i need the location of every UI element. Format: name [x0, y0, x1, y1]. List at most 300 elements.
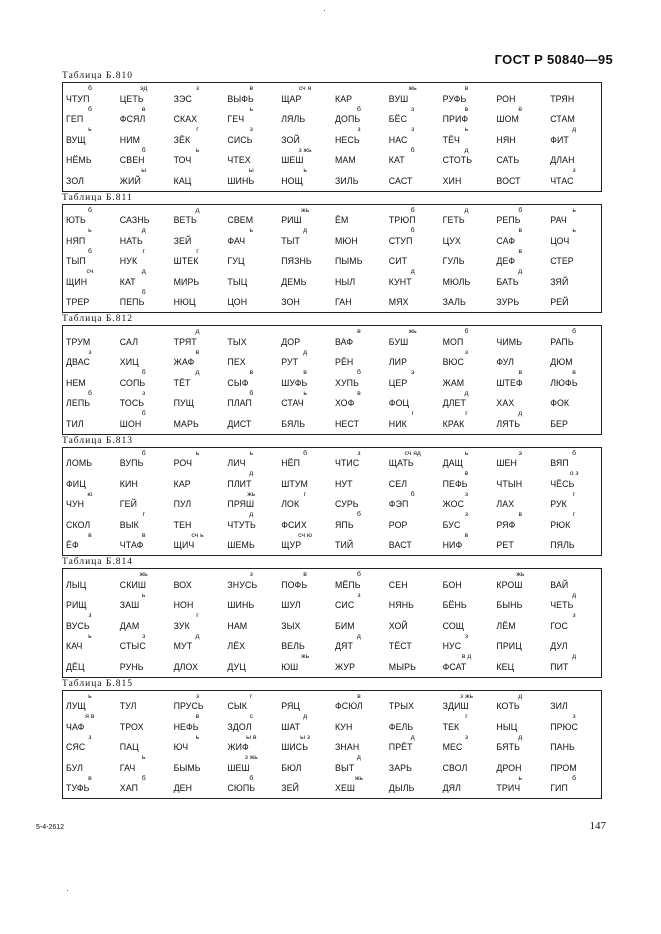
test-word: МУТ — [173, 641, 193, 652]
test-word: СКАХ — [173, 114, 198, 125]
test-word: НЕСЬ — [334, 134, 360, 145]
table-cell — [224, 754, 278, 775]
test-word: РУТ — [281, 357, 299, 368]
sound-mark: ь — [464, 126, 469, 133]
table-cell — [547, 248, 601, 269]
table-row — [63, 653, 601, 674]
table-cell — [332, 248, 386, 269]
test-word: ХОФ — [334, 398, 355, 409]
test-word: ЗУК — [173, 620, 190, 631]
test-word: НЫЦ — [496, 721, 518, 732]
sound-mark: жь — [516, 571, 525, 578]
test-word: ЛОМЬ — [66, 458, 93, 469]
sound-mark: д — [410, 268, 415, 275]
test-word: МИРЬ — [173, 276, 200, 287]
table-cell — [332, 289, 386, 310]
sound-mark: в — [518, 369, 523, 376]
sound-mark: ы — [248, 167, 254, 174]
test-word: ТЁЧ — [442, 134, 461, 145]
test-word: ТЫП — [66, 256, 86, 267]
test-word: КАР — [334, 93, 353, 104]
sound-mark: ь — [195, 733, 200, 741]
sound-mark: в — [249, 369, 254, 376]
table-cell — [547, 612, 601, 633]
table-cell — [547, 106, 601, 127]
test-word: ТЕН — [173, 519, 192, 530]
test-word: ЗОН — [281, 297, 300, 308]
sound-mark: д — [464, 206, 469, 214]
table-cell — [493, 450, 547, 471]
sound-mark: ь — [88, 227, 92, 234]
test-word: ШТУМ — [281, 478, 308, 489]
test-word: ДВАС — [66, 357, 90, 368]
page-number: 147 — [589, 820, 606, 832]
sound-mark: д — [249, 511, 254, 518]
table-cell — [440, 592, 494, 613]
sound-mark: б — [356, 369, 361, 376]
table-row — [63, 571, 601, 592]
test-word: ЧТЕХ — [227, 155, 251, 166]
test-word: КОТЬ — [496, 701, 520, 712]
test-word: ДЕМЬ — [281, 276, 307, 287]
table-cell — [224, 248, 278, 269]
test-word: ФСЯЛ — [119, 114, 146, 125]
test-word: КРОШ — [496, 579, 523, 590]
test-word: СОЩ — [442, 620, 465, 631]
sound-mark: жь — [408, 85, 417, 92]
test-word: ЧУН — [66, 499, 85, 510]
table-cell — [63, 571, 117, 592]
sound-mark: д — [195, 328, 200, 335]
table-cell — [224, 207, 278, 228]
table-row — [63, 349, 601, 370]
test-word: НУТ — [334, 478, 353, 489]
sound-mark: д — [518, 410, 523, 417]
sound-mark: в — [518, 247, 523, 255]
test-word: ФСЮЛ — [334, 701, 363, 712]
table-row — [63, 633, 601, 654]
test-word: ПАЦ — [119, 742, 139, 753]
sound-mark: д — [356, 754, 361, 761]
sound-mark: б — [141, 774, 146, 782]
table-cell — [332, 633, 386, 654]
table-cell — [547, 754, 601, 775]
table-cell — [493, 390, 547, 411]
table-cell — [386, 167, 440, 188]
test-word: МАМ — [334, 155, 356, 166]
table-cell — [117, 106, 171, 127]
sound-mark: э — [410, 369, 415, 376]
test-word: ГЕЧ — [227, 114, 245, 125]
test-word: ГИП — [550, 783, 568, 794]
table-cell — [547, 633, 601, 654]
sound-mark: ь — [249, 105, 254, 113]
table-cell — [332, 349, 386, 370]
table-cell — [440, 167, 494, 188]
test-word: ЗАШ — [119, 600, 140, 611]
table-cell — [278, 167, 332, 188]
sound-mark: ь — [303, 389, 307, 397]
test-word: ГУЛЬ — [442, 256, 465, 267]
test-word: ЛУЩ — [66, 701, 86, 712]
table-cell — [386, 450, 440, 471]
test-word: ЖОС — [442, 499, 465, 510]
table-cell — [117, 227, 171, 248]
test-word: СЯС — [66, 742, 86, 753]
test-word: ТЕК — [442, 721, 460, 732]
sound-mark: г — [250, 692, 253, 700]
table-cell — [440, 713, 494, 734]
test-word: ВЮС — [442, 357, 464, 368]
test-word: СТАМ — [550, 114, 575, 125]
table-cell — [332, 147, 386, 168]
table-cell — [171, 369, 225, 390]
table-cell — [547, 227, 601, 248]
table-cell — [171, 633, 225, 654]
table-cell — [547, 491, 601, 512]
table-row — [63, 268, 601, 289]
table-cell — [224, 470, 278, 491]
table-cell — [63, 693, 117, 714]
sound-mark: б — [356, 511, 361, 518]
test-word: МЮН — [334, 235, 358, 246]
test-word: ПРУСЬ — [173, 701, 204, 712]
table-cell — [117, 349, 171, 370]
table-cell — [386, 511, 440, 532]
test-word: ВЫК — [119, 519, 139, 530]
sound-mark: ь — [572, 227, 576, 234]
sound-mark: з — [357, 126, 361, 133]
sound-mark: з — [464, 348, 469, 356]
test-word: ФИЦ — [66, 478, 86, 489]
table-cell — [493, 147, 547, 168]
test-word: ЩИЧ — [173, 540, 195, 551]
table-cell — [224, 450, 278, 471]
table-cell — [224, 612, 278, 633]
table-cell — [332, 106, 386, 127]
table-cell — [547, 775, 601, 796]
test-word: ЧТЫН — [496, 478, 523, 489]
sound-mark: б — [464, 328, 469, 335]
test-word: НЕМ — [66, 377, 86, 388]
sound-mark: ы з — [300, 733, 311, 741]
sound-mark: г — [572, 490, 576, 498]
sound-mark: жь — [301, 206, 310, 214]
table-cell — [440, 268, 494, 289]
table-cell — [547, 147, 601, 168]
test-word: БУС — [442, 519, 461, 530]
test-word: СВЕН — [119, 155, 145, 166]
sound-mark: в — [195, 348, 200, 356]
test-word: ШУФЬ — [281, 377, 308, 388]
test-word: ТРУМ — [66, 336, 91, 347]
sound-mark: з — [88, 733, 92, 741]
table-cell — [278, 289, 332, 310]
table-cell — [278, 491, 332, 512]
sound-mark: д — [464, 389, 469, 397]
test-word: ЮТЬ — [66, 215, 86, 226]
table-cell — [278, 713, 332, 734]
test-word: ТОСЬ — [119, 398, 145, 409]
table-cell — [278, 612, 332, 633]
test-word: ПЛИТ — [227, 478, 252, 489]
table-cell — [493, 106, 547, 127]
test-word: ГЕП — [66, 114, 84, 125]
test-word: РЕТ — [496, 540, 514, 551]
sound-mark: в — [518, 511, 523, 518]
sound-mark: г — [196, 247, 199, 255]
test-word: ЗАЛЬ — [442, 297, 466, 308]
test-word: ТРЫХ — [388, 701, 415, 712]
table-cell — [332, 369, 386, 390]
test-word: БЁС — [388, 114, 408, 125]
test-word: ЧЁСЬ — [550, 478, 575, 489]
test-word: НЮЦ — [173, 297, 196, 308]
test-word: СВОЛ — [442, 762, 468, 773]
table-caption: Таблица Б.812 — [62, 314, 133, 324]
sound-mark: в — [464, 470, 469, 477]
table-cell — [332, 167, 386, 188]
sound-mark: ь — [141, 591, 146, 599]
sound-mark: ь — [141, 754, 146, 761]
test-word: СЮПЬ — [227, 783, 256, 794]
test-word: ТРОХ — [119, 721, 144, 732]
test-word: ШЕМЬ — [227, 540, 255, 551]
test-word: ЗНАН — [334, 742, 360, 753]
test-word: КАР — [173, 478, 191, 489]
table-cell — [63, 268, 117, 289]
table-cell — [547, 511, 601, 532]
sound-mark: д — [303, 713, 308, 720]
table-cell — [440, 754, 494, 775]
table-cell — [386, 289, 440, 310]
sound-mark: з жь — [298, 146, 312, 154]
word-table — [62, 568, 602, 678]
print-code: 5-4-2612 — [36, 824, 65, 831]
test-word: НИФ — [442, 540, 463, 551]
test-word: НИМ — [119, 134, 141, 145]
sound-mark: в д — [461, 653, 472, 660]
sound-mark: в — [357, 692, 361, 700]
test-word: ТОЧ — [173, 155, 192, 166]
sound-mark: д — [141, 227, 146, 234]
test-word: НОЩ — [281, 175, 303, 186]
sound-mark: б — [410, 206, 415, 214]
table-cell — [278, 511, 332, 532]
table-cell — [117, 511, 171, 532]
test-word: БИМ — [334, 620, 355, 631]
table-cell — [117, 126, 171, 147]
table-cell — [117, 713, 171, 734]
sound-mark: з — [142, 389, 146, 397]
test-word: ПЕПЬ — [119, 297, 145, 308]
table-cell — [224, 369, 278, 390]
test-word: ЗЕЙ — [173, 235, 192, 246]
table-cell — [493, 612, 547, 633]
table-row — [63, 227, 601, 248]
table-cell — [63, 754, 117, 775]
test-word: ФЕЛЬ — [388, 721, 414, 732]
test-word: МЫРЬ — [388, 661, 416, 672]
table-cell — [440, 775, 494, 796]
table-cell — [332, 450, 386, 471]
table-cell — [386, 349, 440, 370]
sound-mark: з — [572, 713, 576, 720]
sound-mark: г — [572, 511, 576, 518]
test-word: ЧИМЬ — [496, 336, 523, 347]
test-word: САФ — [496, 235, 516, 246]
test-word: ЦОЧ — [550, 235, 570, 246]
sound-mark: ы в — [246, 733, 257, 741]
table-cell — [547, 734, 601, 755]
test-word: МЁПЬ — [334, 579, 361, 590]
sound-mark: ь — [88, 632, 92, 640]
table-cell — [332, 126, 386, 147]
sound-mark: д — [518, 692, 523, 700]
table-row — [63, 754, 601, 775]
test-word: ПОФЬ — [281, 579, 308, 590]
test-word: ДРОН — [496, 762, 522, 773]
test-word: СТАЧ — [281, 398, 304, 409]
table-row — [63, 85, 601, 106]
test-word: НЕСТ — [334, 418, 360, 429]
sound-mark: д — [518, 268, 523, 275]
table-cell — [117, 612, 171, 633]
table-cell — [386, 248, 440, 269]
test-word: ТИЙ — [334, 540, 354, 551]
test-word: ЁФ — [66, 540, 79, 551]
test-word: ЩУР — [281, 540, 302, 551]
table-cell — [386, 85, 440, 106]
sound-mark: ь — [88, 692, 92, 700]
table-cell — [63, 289, 117, 310]
sound-mark: ё — [518, 105, 523, 113]
sound-mark: д — [249, 470, 254, 477]
table-cell — [278, 470, 332, 491]
test-word: ТЫХ — [227, 336, 247, 347]
test-word: СКИШ — [119, 579, 147, 590]
test-word: ВУЩ — [66, 134, 86, 145]
sound-mark: с — [249, 713, 253, 720]
test-word: РОР — [388, 519, 408, 530]
test-word: ЦУХ — [442, 235, 461, 246]
table-caption: Таблица Б.813 — [62, 435, 133, 446]
sound-mark: в — [303, 571, 307, 578]
test-word: ПЫМЬ — [334, 256, 363, 267]
table-cell — [171, 147, 225, 168]
table-cell — [440, 532, 494, 553]
table-cell — [117, 532, 171, 553]
test-word: НАТЬ — [119, 235, 143, 246]
test-word: ЗАРЬ — [388, 762, 413, 773]
test-word: ДЕФ — [496, 256, 516, 267]
test-word: САСТ — [388, 175, 413, 186]
table-cell — [493, 713, 547, 734]
test-word: ДАЩ — [442, 458, 463, 469]
test-word: ЖУР — [334, 661, 356, 672]
table-cell — [386, 713, 440, 734]
table-cell — [63, 85, 117, 106]
word-table — [62, 690, 602, 800]
test-word: ЛЮФЬ — [550, 377, 578, 388]
sound-mark: жь — [139, 571, 148, 578]
test-word: ЧАФ — [66, 721, 85, 732]
table-cell — [63, 390, 117, 411]
test-word: СИСЬ — [227, 134, 253, 145]
table-cell — [547, 693, 601, 714]
test-word: БУШ — [388, 336, 409, 347]
test-word: КАЦ — [173, 175, 192, 186]
test-word: БЁНЬ — [442, 600, 467, 611]
table-row — [63, 248, 601, 269]
table-cell — [386, 491, 440, 512]
test-word: ХИН — [442, 175, 462, 186]
table-cell — [278, 653, 332, 674]
table-cell — [386, 328, 440, 349]
table-cell — [547, 571, 601, 592]
sound-mark: сч яд — [404, 449, 421, 457]
test-word: ФСАТ — [442, 661, 467, 672]
table-cell — [278, 207, 332, 228]
test-word: ДЁЦ — [66, 661, 85, 672]
test-word: ЛЕПЬ — [66, 398, 91, 409]
table-row — [63, 775, 601, 796]
test-word: НЯН — [496, 134, 516, 145]
table-caption: Таблица Б.810 — [62, 71, 133, 81]
word-table — [62, 447, 602, 557]
table-cell — [117, 147, 171, 168]
test-word: ДОПЬ — [334, 114, 361, 125]
word-table — [62, 325, 602, 435]
test-word: ДУЦ — [227, 661, 246, 672]
test-word: РЯЦ — [281, 701, 301, 712]
scan-speck: · — [323, 6, 326, 15]
table-cell — [278, 532, 332, 553]
test-word: РЁН — [334, 357, 354, 368]
table-cell — [493, 167, 547, 188]
table-cell — [224, 289, 278, 310]
sound-mark: я в — [85, 713, 95, 720]
table-cell — [493, 653, 547, 674]
sound-mark: б — [356, 105, 361, 113]
sound-mark: з — [88, 612, 92, 619]
sound-mark: з — [142, 632, 146, 640]
table-cell — [224, 571, 278, 592]
table-cell — [171, 470, 225, 491]
table-cell — [547, 268, 601, 289]
test-word: ДАМ — [119, 620, 140, 631]
table-cell — [547, 592, 601, 613]
test-word: ПРОМ — [550, 762, 577, 773]
sound-mark: ь — [195, 449, 200, 457]
sound-mark: з — [464, 511, 469, 518]
table-cell — [386, 390, 440, 411]
sound-mark: д — [410, 733, 415, 741]
sound-mark: сч — [86, 268, 94, 275]
sound-mark: б — [141, 449, 146, 457]
test-word: ЖАМ — [442, 377, 465, 388]
test-word: ШОМ — [496, 114, 519, 125]
table-row — [63, 390, 601, 411]
sound-mark: ы — [141, 167, 147, 174]
table-cell — [547, 126, 601, 147]
table-cell — [171, 268, 225, 289]
table-cell — [440, 612, 494, 633]
table-cell — [332, 207, 386, 228]
test-word: ЮЧ — [173, 742, 189, 753]
table-cell — [171, 612, 225, 633]
sound-mark: д — [518, 733, 523, 741]
